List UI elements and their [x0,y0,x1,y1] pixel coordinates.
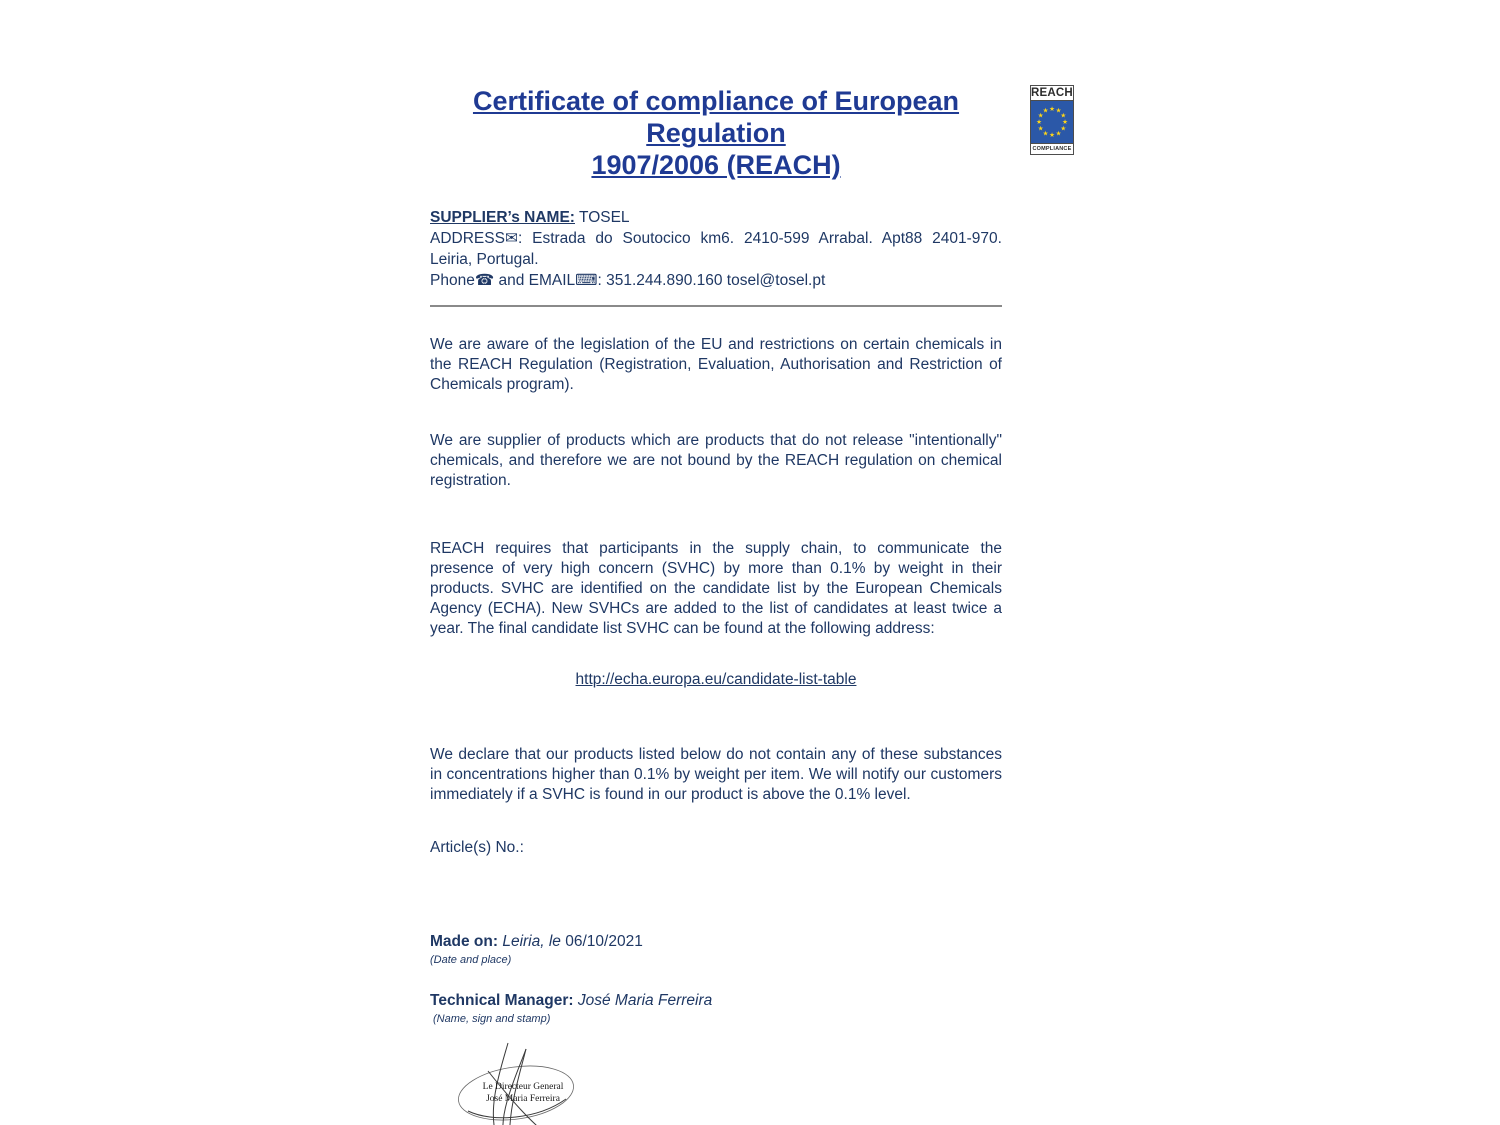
email-label: and EMAIL [494,272,576,289]
svg-text:★: ★ [1037,124,1044,133]
supplier-name-value: TOSEL [574,209,630,226]
paragraph-supplier-statement: We are supplier of products which are products that do not release "intentionally" chemicals, and therefore we are not bound by the REACH regulation on chemical registration. [430,432,1002,489]
document-body [430,85,1002,1125]
svg-text:★: ★ [1036,118,1042,126]
eu-flag-icon [1031,101,1073,143]
reach-compliance-logo [1030,85,1074,155]
stamp-line-2: José Maria Ferreira [486,1094,560,1104]
svg-text:★: ★ [1060,124,1067,133]
address-value: Estrada do Soutocico km6. 2410-599 Arrabal. Apt88 2401-970. Leiria, Portugal. [430,230,1002,268]
paragraph-reach-requirements: REACH requires that participants in the supply chain, to communicate the presence of very high concern (SVHC) by more than 0.1% by weight in their products. SVHC are identified on the candidate list by the European Chemicals Agency (ECHA). New SVHCs are added to the list of candidates at least twice a year. The final candidate list SVHC can be found at the following address: [430,540,1002,637]
svg-text:★: ★ [1042,106,1049,115]
technical-manager-label: Technical Manager: [430,992,574,1009]
reach-logo-title: REACH [1031,87,1073,99]
stamp-line-1: Le Directeur General [482,1082,564,1092]
supplier-name-label: SUPPLIER’s NAME: [430,209,575,226]
document-title [430,85,1002,181]
date-place-note: (Date and place) [430,954,512,966]
made-on-label: Made on: [430,933,499,950]
name-sign-stamp-note: (Name, sign and stamp) [433,1013,551,1025]
svg-text:★: ★ [1042,129,1049,138]
signature-area [438,1041,598,1125]
svg-text:★: ★ [1055,129,1062,138]
address-colon: : [517,230,533,247]
supplier-name-line [430,207,1002,228]
address-label: ADDRESS [430,230,505,247]
paragraph-awareness: We are aware of the legislation of the EU and restrictions on certain chemicals in the REACH Regulation (Registration, Evaluation, Authorisation and Restriction of Chemicals program). [430,336,1002,393]
technical-manager-line [430,992,1002,1010]
envelope-icon: ✉ [504,230,518,247]
supplier-contact-line [430,270,1002,291]
title-line-1: Certificate of compliance of European Regulation [472,86,960,148]
svg-text:★: ★ [1062,118,1068,126]
contact-colon: : [597,272,607,289]
reach-logo-caption: COMPLIANCE [1031,143,1073,154]
divider-rule [430,305,1002,307]
email-icon: ⌨ [575,272,598,289]
stamp-text [468,1081,578,1105]
svg-text:★: ★ [1055,106,1062,115]
contact-value: 351.244.890.160 tosel@tosel.pt [606,272,826,289]
technical-manager-name: José Maria Ferreira [573,992,713,1009]
candidate-list-link[interactable]: http://echa.europa.eu/candidate-list-table [575,671,857,688]
made-on-place: Leiria, le [498,933,561,950]
made-on-date: 06/10/2021 [560,933,643,950]
svg-text:★: ★ [1049,105,1055,113]
article-number-line: Article(s) No.: [430,839,524,856]
paragraph-declaration: We declare that our products listed below do not contain any of these substances in concentrations higher than 0.1% by weight per item. We will notify our customers immediately if a SVHC is found in our product is above the 0.1% level. [430,746,1002,803]
phone-label: Phone [430,272,475,289]
supplier-address-line [430,228,1002,270]
supplier-block [430,207,1002,291]
made-on-line [430,933,1002,951]
title-line-2: 1907/2006 (REACH) [591,150,841,180]
svg-text:★: ★ [1037,111,1044,120]
svg-text:★: ★ [1060,111,1067,120]
phone-icon: ☎ [474,272,495,289]
candidate-list-link-line [430,671,1002,689]
svg-text:★: ★ [1049,131,1055,139]
